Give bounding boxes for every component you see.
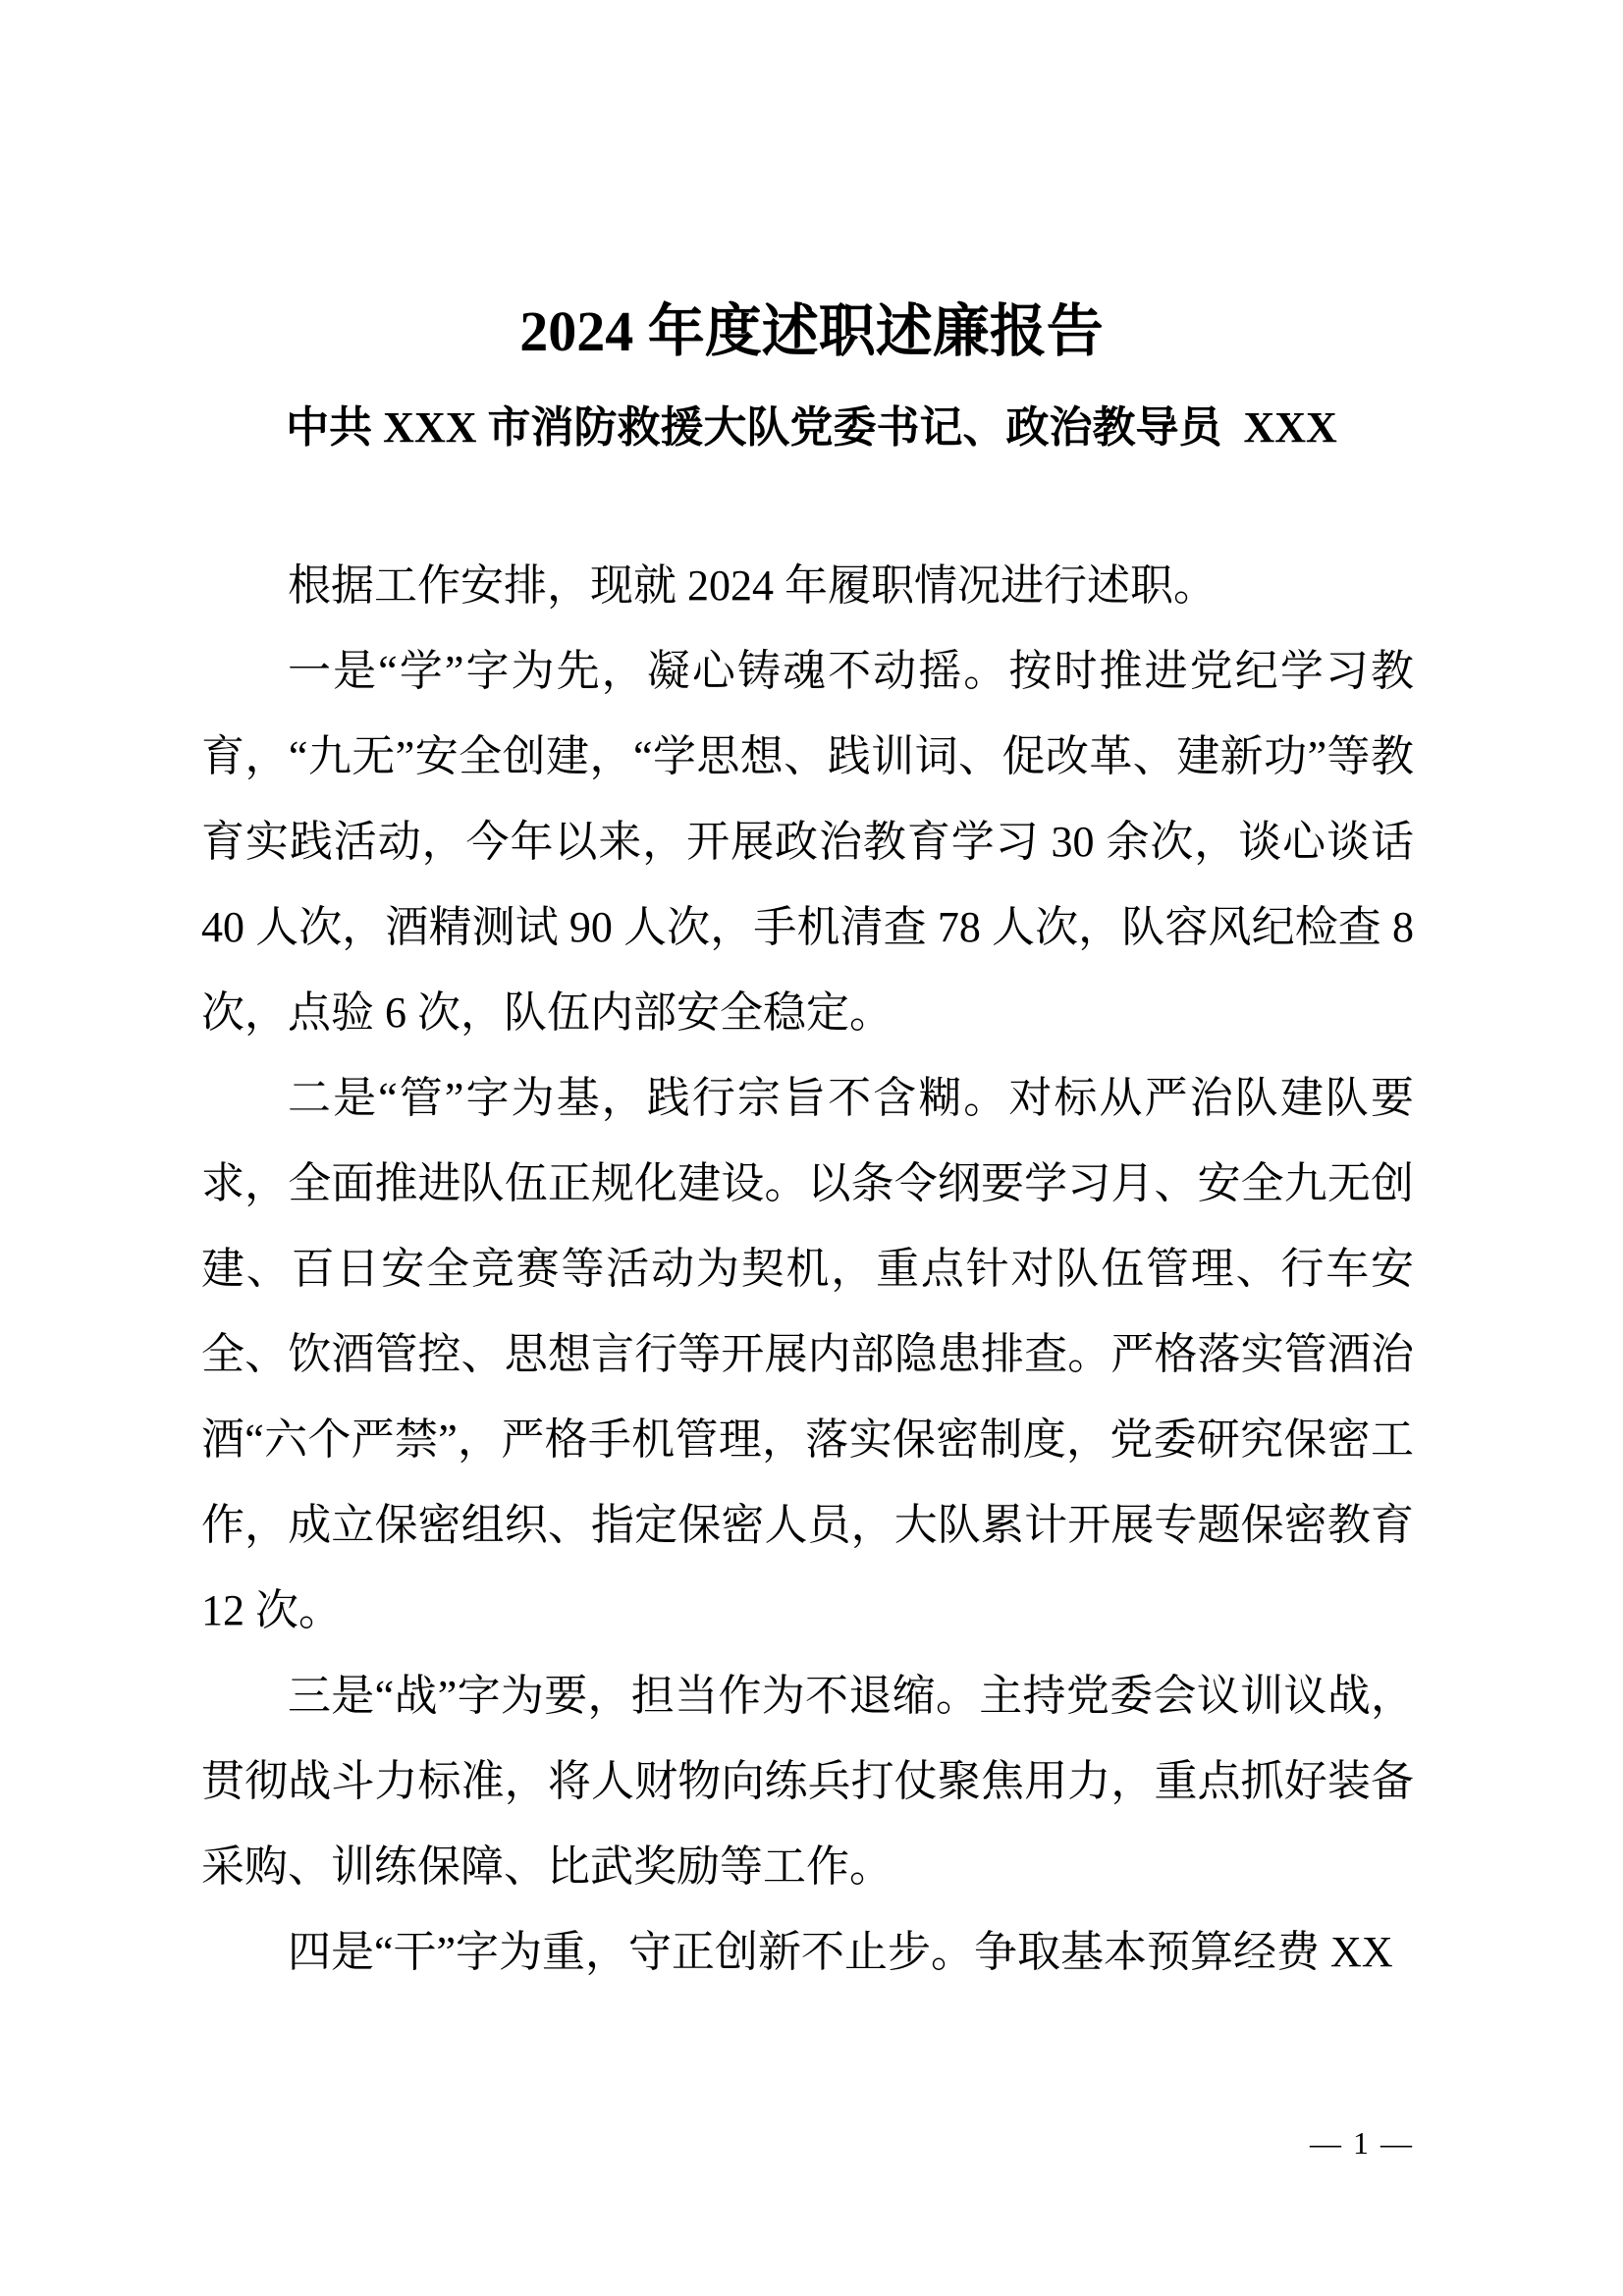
document-title: 2024 年度述职述廉报告 [519,299,1104,363]
document-body [201,543,1425,1995]
paragraph-point-1: 一是“学”字为先，凝心铸魂不动摇。按时推进党纪学习教育，“九无”安全创建，“学思想、践训词、促改革、建新功”等教育实践活动，今年以来，开展政治教育学习 30 余次，谈心谈话 40 人次，酒精测试 90 人次，手机清查 78 人次，队容风纪检查 8 次，点验 6 次，队伍内部安全稳定。 [201,647,1425,1037]
paragraph-intro: 根据工作安排，现就 2024 年履职情况进行述职。 [288,561,1217,610]
page-number: — 1 — [1310,2125,1414,2161]
paragraph-point-2: 二是“管”字为基，践行宗旨不含糊。对标从严治队建队要求，全面推进队伍正规化建设。以条令纲要学习月、安全九无创建、百日安全竞赛等活动为契机，重点针对队伍管理、行车安全、饮酒管控、思想言行等开展内部隐患排查。严格落实管酒治酒“六个严禁”，严格手机管理，落实保密制度，党委研究保密工作，成立保密组织、指定保密人员，大队累计开展专题保密教育 12 次。 [201,1074,1425,1634]
paragraph-point-3: 三是“战”字为要，担当作为不退缩。主持党委会议训议战，贯彻战斗力标准，将人财物向练兵打仗聚焦用力，重点抓好装备采购、训练保障、比武奖励等工作。 [201,1672,1414,1891]
document-subtitle: 中共 XXX 市消防救援大队党委书记、政治教导员 XXX [286,403,1337,452]
paragraph-point-4: 四是“干”字为重，守正创新不止步。争取基本预算经费 XX [288,1928,1393,1976]
